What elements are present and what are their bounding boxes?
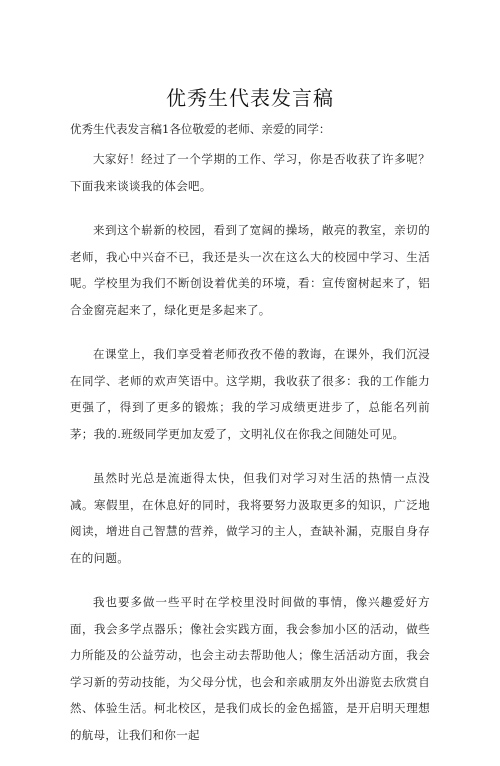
paragraph-2: 来到这个崭新的校园，看到了宽阔的操场，敞亮的教室，亲切的老师，我心中兴奋不已，我还是头一次在这么大的校园中学习、生活呢。学校里为我们不断创设着优美的环境，看：宣传窗树起来了，铝合金窗亮起来了，绿化更是多起来了。 [70,223,430,317]
paragraph-4: 虽然时光总是流逝得太快，但我们对学习对生活的热情一点没减。寒假里，在休息好的同时，我将要努力汲取更多的知识，广泛地阅读，增进自己智慧的营养，做学习的主人，查缺补漏，克服自身存在的问题。 [70,471,430,565]
document-body [70,146,430,766]
document-title: 优秀生代表发言稿 [166,86,334,110]
paragraph-5: 我也要多做一些平时在学校里没时间做的事情，像兴趣爱好方面，我会多学点器乐；像社会实践方面，我会参加小区的活动，做些力所能及的公益劳动，也会主动去帮助他人；像生活活动方面，我会学习新的劳动技能，为父母分忧，也会和亲戚朋友外出游览去欣赏自然、体验生活。柯北校区，是我们成长的金色摇篮，是开启明天理想的航母，让我们和你一起 [70,595,430,742]
paragraph-3: 在课堂上，我们享受着老师孜孜不倦的教诲，在课外，我们沉浸在同学、老师的欢声笑语中。这学期，我收获了很多：我的工作能力更强了，得到了更多的锻炼；我的学习成绩更进步了，总能名列前茅；我的.班级同学更加友爱了，文明礼仪在你我之间随处可见。 [70,347,430,441]
salutation-line: 优秀生代表发言稿1各位敬爱的老师、亲爱的同学： [70,122,331,136]
paragraph-1: 大家好！经过了一个学期的工作、学习，你是否收获了许多呢？下面我来谈谈我的体会吧。 [70,152,430,193]
